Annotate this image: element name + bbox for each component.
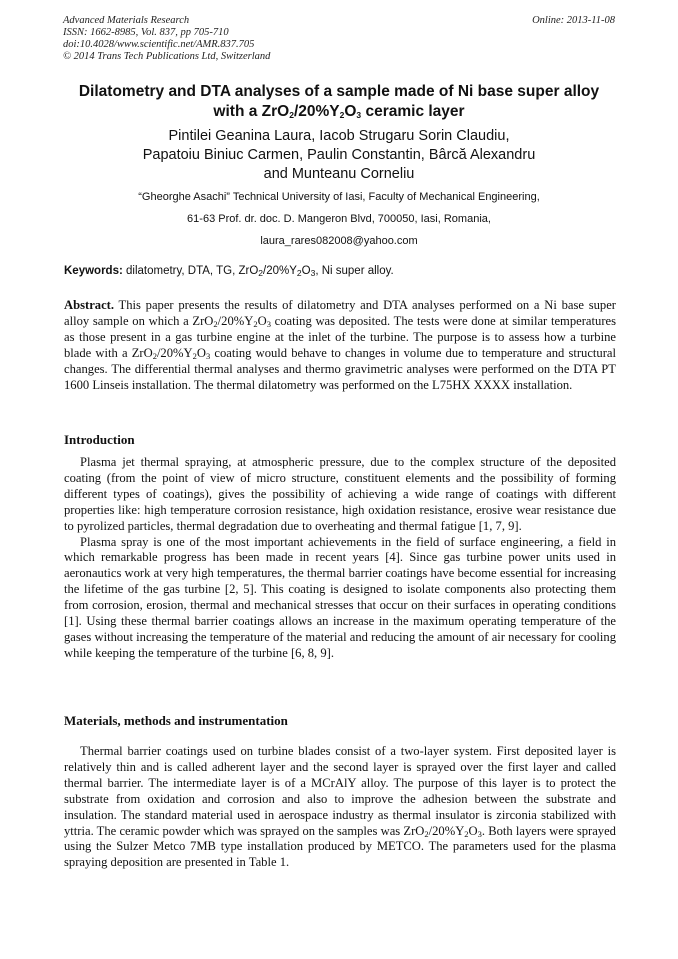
introduction-section (64, 455, 616, 662)
title-line-1: Dilatometry and DTA analyses of a sample made of Ni base super alloy (78, 83, 600, 100)
section-heading-methods: Materials, methods and instrumentation (64, 713, 288, 728)
paper-title (40, 82, 638, 122)
journal-copyright: © 2014 Trans Tech Publications Ltd, Switzerland (63, 51, 271, 62)
paragraph: Plasma spray is one of the most important achievements in the field of surface engineering, a field in which remarkable progress has been made in recent years [4]. Since gas turbine power units used in aeronautics work at very high temperatures, the thermal barrier coatings have become essential for increasing the lifetime of the gas turbine [2, 5]. This coating is designed to isolate components also protecting them from corrosion, erosion, thermal and mechanical stresses that occur on their surfaces in operating conditions [1]. Using these thermal barrier coatings allows an increase in the maximum operating temperature of the gases without increasing the temperature of the material and reducing the amount of air necessary for cooling while keeping the temperature of the turbine [6, 8, 9]. (64, 534, 616, 660)
author-email[interactable]: laura_rares082008@yahoo.com (260, 235, 418, 247)
affiliation-address: 61-63 Prof. dr. doc. D. Mangeron Blvd, 700050, Iasi, Romania, (187, 213, 491, 225)
keywords: Keywords: dilatometry, DTA, TG, $ZrO_2/20\%Y_2O_3$, Ni super alloy. (64, 265, 394, 278)
section-heading-introduction: Introduction (64, 432, 135, 447)
keywords-label: Keywords: (64, 265, 123, 277)
author-line: Pintilei Geanina Laura, Iacob Strugaru Sorin Claudiu, (168, 128, 510, 144)
journal-header (63, 15, 615, 63)
paragraph: Thermal barrier coatings used on turbine blades consist of a two-layer system. First deposited layer is relatively thin and is called adherent layer and the second layer is sprayed over the first layer and called thermal barrier. The intermediate layer is of a MCrAlY alloy. The purpose of this layer is to protect the substrate from oxidation and corrosion and also to improve the adhesion between the substrate and insulation. The standard material used in aerospace industry as thermal insulator is zirconia stabilized with yttria. The ceramic powder which was sprayed on the samples was $ZrO_2/20\%Y_2O_3$. Both layers were sprayed using the Sulzer Metco 7MB type installation produced by METCO. The parameters used for the plasma spraying deposition are presented in Table 1. (64, 744, 616, 870)
abstract: Abstract. This paper presents the results of dilatometry and DTA analyses performed on a Ni base super alloy sample on which a $ZrO_2/20\%Y_2O_3$ coating was deposited. The tests were done at similar temperatures as those present in a gas turbine engine at the inlet of the turbine. The purpose is to assess how a turbine blade with a $ZrO_2/20\%Y_2O_3$ coating would behave to changes in volume due to temperature and structural changes. The differential thermal analyses and thermo gravimetric analyses were performed on the DTA PT 1600 Linseis installation. The thermal dilatometry was performed on the L75HX XXXX installation. (64, 298, 617, 392)
journal-name: Advanced Materials Research (63, 15, 190, 26)
online-date: Online: 2013-11-08 (532, 15, 615, 26)
journal-issn: ISSN: 1662-8985, Vol. 837, pp 705-710 (63, 27, 229, 38)
affiliation (40, 186, 638, 252)
paragraph: Plasma jet thermal spraying, at atmospheric pressure, due to the complex structure of the deposited coating (from the point of view of micro structure, constituent elements and the possibility of forming different types of coatings), gives the possibility of achieving a wide range of coatings with different properties like: high temperature corrosion resistance, high oxidation resistance, erosive wear resistance due to pyrolized particles, thermal degradation due to overheating and thermal fatigue [1, 7, 9]. (64, 455, 616, 533)
author-line: Papatoiu Biniuc Carmen, Paulin Constantin, Bârcă Alexandru (142, 147, 536, 163)
abstract-label: Abstract. (64, 298, 115, 312)
affiliation-university: “Gheorghe Asachi” Technical University of Iasi, Faculty of Mechanical Engineering, (138, 191, 540, 203)
author-list (40, 127, 638, 184)
author-line: and Munteanu Corneliu (263, 166, 415, 182)
title-line-2: with a $ZrO_2/20\%Y_2O_3$ ceramic layer (213, 103, 465, 120)
methods-section (64, 744, 616, 871)
journal-doi: doi:10.4028/www.scientific.net/AMR.837.705 (63, 39, 255, 50)
